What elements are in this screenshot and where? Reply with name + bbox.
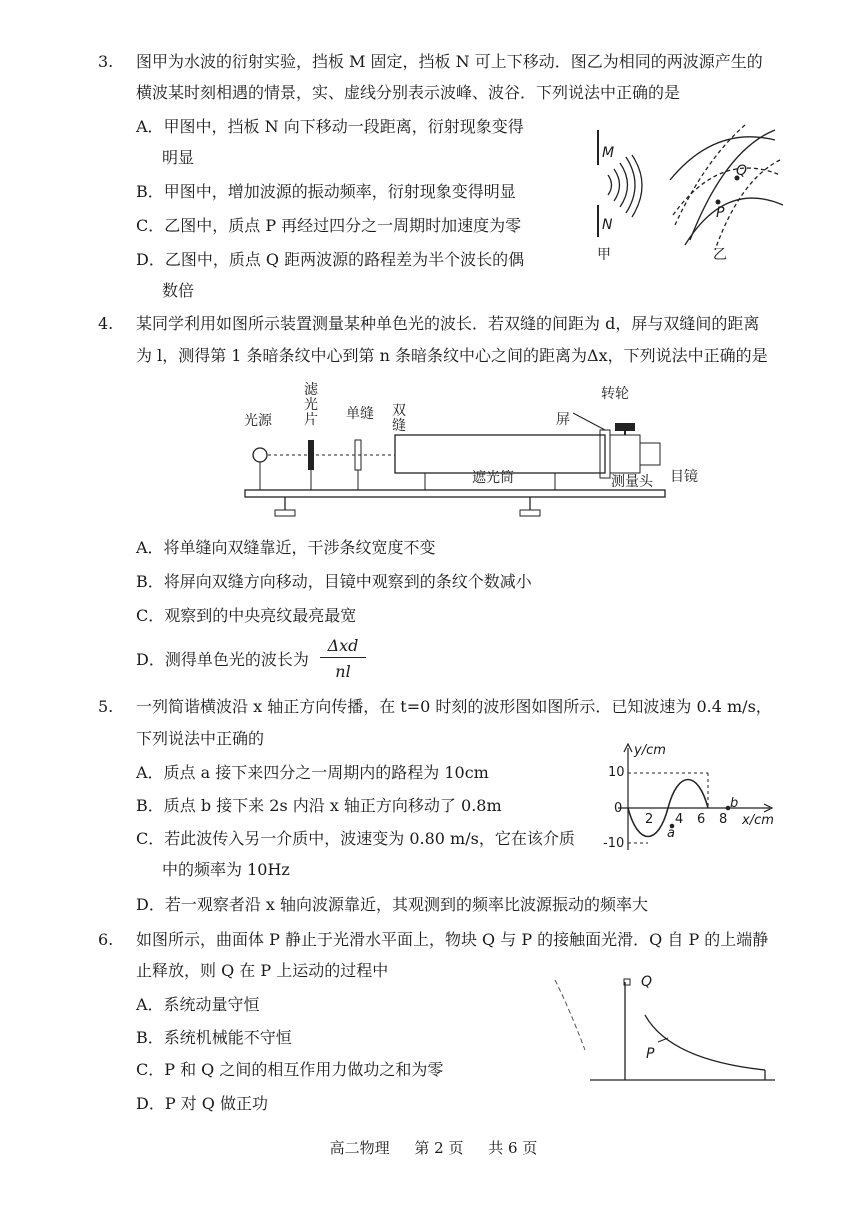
q4-label-double-slit: 双缝 — [392, 403, 406, 434]
q4-option-a: A．将单缝向双缝靠近，干涉条纹宽度不变 — [136, 538, 436, 557]
q3-label-p: P — [716, 205, 725, 221]
q5-option-c: C．若此波传入另一介质中，波速变为 0.80 m/s，它在该介质 — [136, 829, 575, 848]
q6-label-q: Q — [641, 974, 653, 990]
q3-option-b: B．甲图中，增加波源的振动频率，衍射现象变得明显 — [136, 182, 516, 201]
q6-label-p: P — [646, 1046, 655, 1062]
q6-figure — [550, 970, 780, 1090]
q5-x-tick-8: 8 — [719, 812, 728, 827]
q5-option-a: A．质点 a 接下来四分之一周期内的路程为 10cm — [136, 763, 489, 782]
q4-label-head: 测量头 — [611, 474, 653, 490]
q5-wave-graph — [600, 742, 780, 854]
footer-subject: 高二物理 — [329, 1139, 390, 1157]
q4-option-c: C．观察到的中央亮纹最亮最宽 — [136, 606, 357, 625]
q3-option-a: A．甲图中，挡板 N 向下移动一段距离，衍射现象变得 — [136, 117, 524, 136]
q5-point-b: b — [730, 796, 739, 811]
q5-stem-line1: 一列简谐横波沿 x 轴正方向传播，在 t=0 时刻的波形图如图所示．已知波速为 0.4 m/s， — [136, 697, 772, 716]
q6-number: 6. — [98, 930, 114, 949]
q5-x-tick-2: 2 — [645, 812, 654, 827]
q4-option-b: B．将屏向双缝方向移动，目镜中观察到的条纹个数减小 — [136, 572, 532, 591]
q5-point-a: a — [667, 826, 675, 841]
q5-x-label: x/cm — [742, 813, 774, 828]
footer-total: 共 6 页 — [488, 1139, 538, 1157]
q3-option-c: C．乙图中，质点 P 再经过四分之一周期时加速度为零 — [136, 216, 522, 235]
q5-y-label: y/cm — [634, 743, 666, 758]
q5-x-tick-4: 4 — [675, 812, 684, 827]
q3-stem-line2: 横波某时刻相遇的情景，实、虚线分别表示波峰、波谷．下列说法中正确的是 — [136, 83, 681, 102]
q3-number: 3. — [98, 52, 114, 71]
q5-y-tick-0: 0 — [614, 801, 623, 816]
q4-label-eyepiece: 目镜 — [670, 469, 698, 485]
q3-option-d: D．乙图中，质点 Q 距两波源的路程差为半个波长的偶 — [136, 250, 525, 269]
page-footer — [0, 1137, 867, 1158]
q3-option-a-cont: 明显 — [162, 148, 195, 167]
q3-stem-line1: 图甲为水波的衍射实验，挡板 M 固定，挡板 N 可上下移动．图乙为相同的两波源产生的 — [136, 52, 763, 71]
q4-option-d: D．测得单色光的波长为 — [136, 650, 309, 669]
q4-formula-numerator: Δxd — [327, 636, 359, 655]
q6-stem-line1: 如图所示，曲面体 P 静止于光滑水平面上，物块 Q 与 P 的接触面光滑．Q 自 P 的上端静 — [136, 930, 769, 949]
q5-x-tick-6: 6 — [697, 812, 706, 827]
q5-option-c-cont: 中的频率为 10Hz — [162, 860, 290, 879]
q3-figure-yi — [665, 120, 785, 255]
q5-option-d: D．若一观察者沿 x 轴向波源靠近，其观测到的频率比波源振动的频率大 — [136, 895, 649, 914]
q5-option-b: B．质点 b 接下来 2s 内沿 x 轴正方向移动了 0.8m — [136, 796, 502, 815]
q6-option-a: A．系统动量守恒 — [136, 995, 260, 1014]
q4-label-screen: 屏 — [556, 412, 570, 428]
q5-y-tick-10: 10 — [608, 765, 625, 780]
q4-label-wheel: 转轮 — [601, 386, 629, 402]
q6-option-d: D．P 对 Q 做正功 — [136, 1094, 268, 1113]
q4-label-filter: 滤光片 — [304, 382, 318, 428]
q5-y-tick-neg10: -10 — [603, 836, 625, 851]
q5-number: 5. — [98, 697, 114, 716]
q5-stem-line2: 下列说法中正确的 — [136, 729, 265, 748]
q4-formula-denominator: nl — [335, 662, 351, 681]
q3-label-n: N — [602, 217, 613, 233]
q6-option-b: B．系统机械能不守恒 — [136, 1028, 292, 1047]
q3-caption-yi: 乙 — [713, 247, 727, 263]
q4-stem-line1: 某同学利用如图所示装置测量某种单色光的波长．若双缝的间距为 d，屏与双缝间的距离 — [136, 314, 760, 333]
q4-number: 4. — [98, 314, 114, 333]
q3-label-m: M — [602, 145, 615, 161]
q4-formula-bar — [320, 657, 366, 658]
q3-label-q: Q — [736, 163, 748, 179]
q4-label-source: 光源 — [244, 413, 272, 429]
q3-caption-jia: 甲 — [597, 247, 611, 263]
q3-figure-jia — [580, 125, 660, 270]
footer-page: 第 2 页 — [414, 1139, 464, 1157]
q6-stem-line2: 止释放，则 Q 在 P 上运动的过程中 — [136, 961, 389, 980]
q4-label-tube: 遮光筒 — [472, 470, 514, 486]
q4-label-single-slit: 单缝 — [346, 406, 374, 422]
q3-option-d-cont: 数倍 — [162, 281, 195, 300]
q4-stem-line2: 为 l，测得第 1 条暗条纹中心到第 n 条暗条纹中心之间的距离为Δx，下列说法中正确的是 — [136, 346, 768, 365]
q6-option-c: C．P 和 Q 之间的相互作用力做功之和为零 — [136, 1060, 444, 1079]
